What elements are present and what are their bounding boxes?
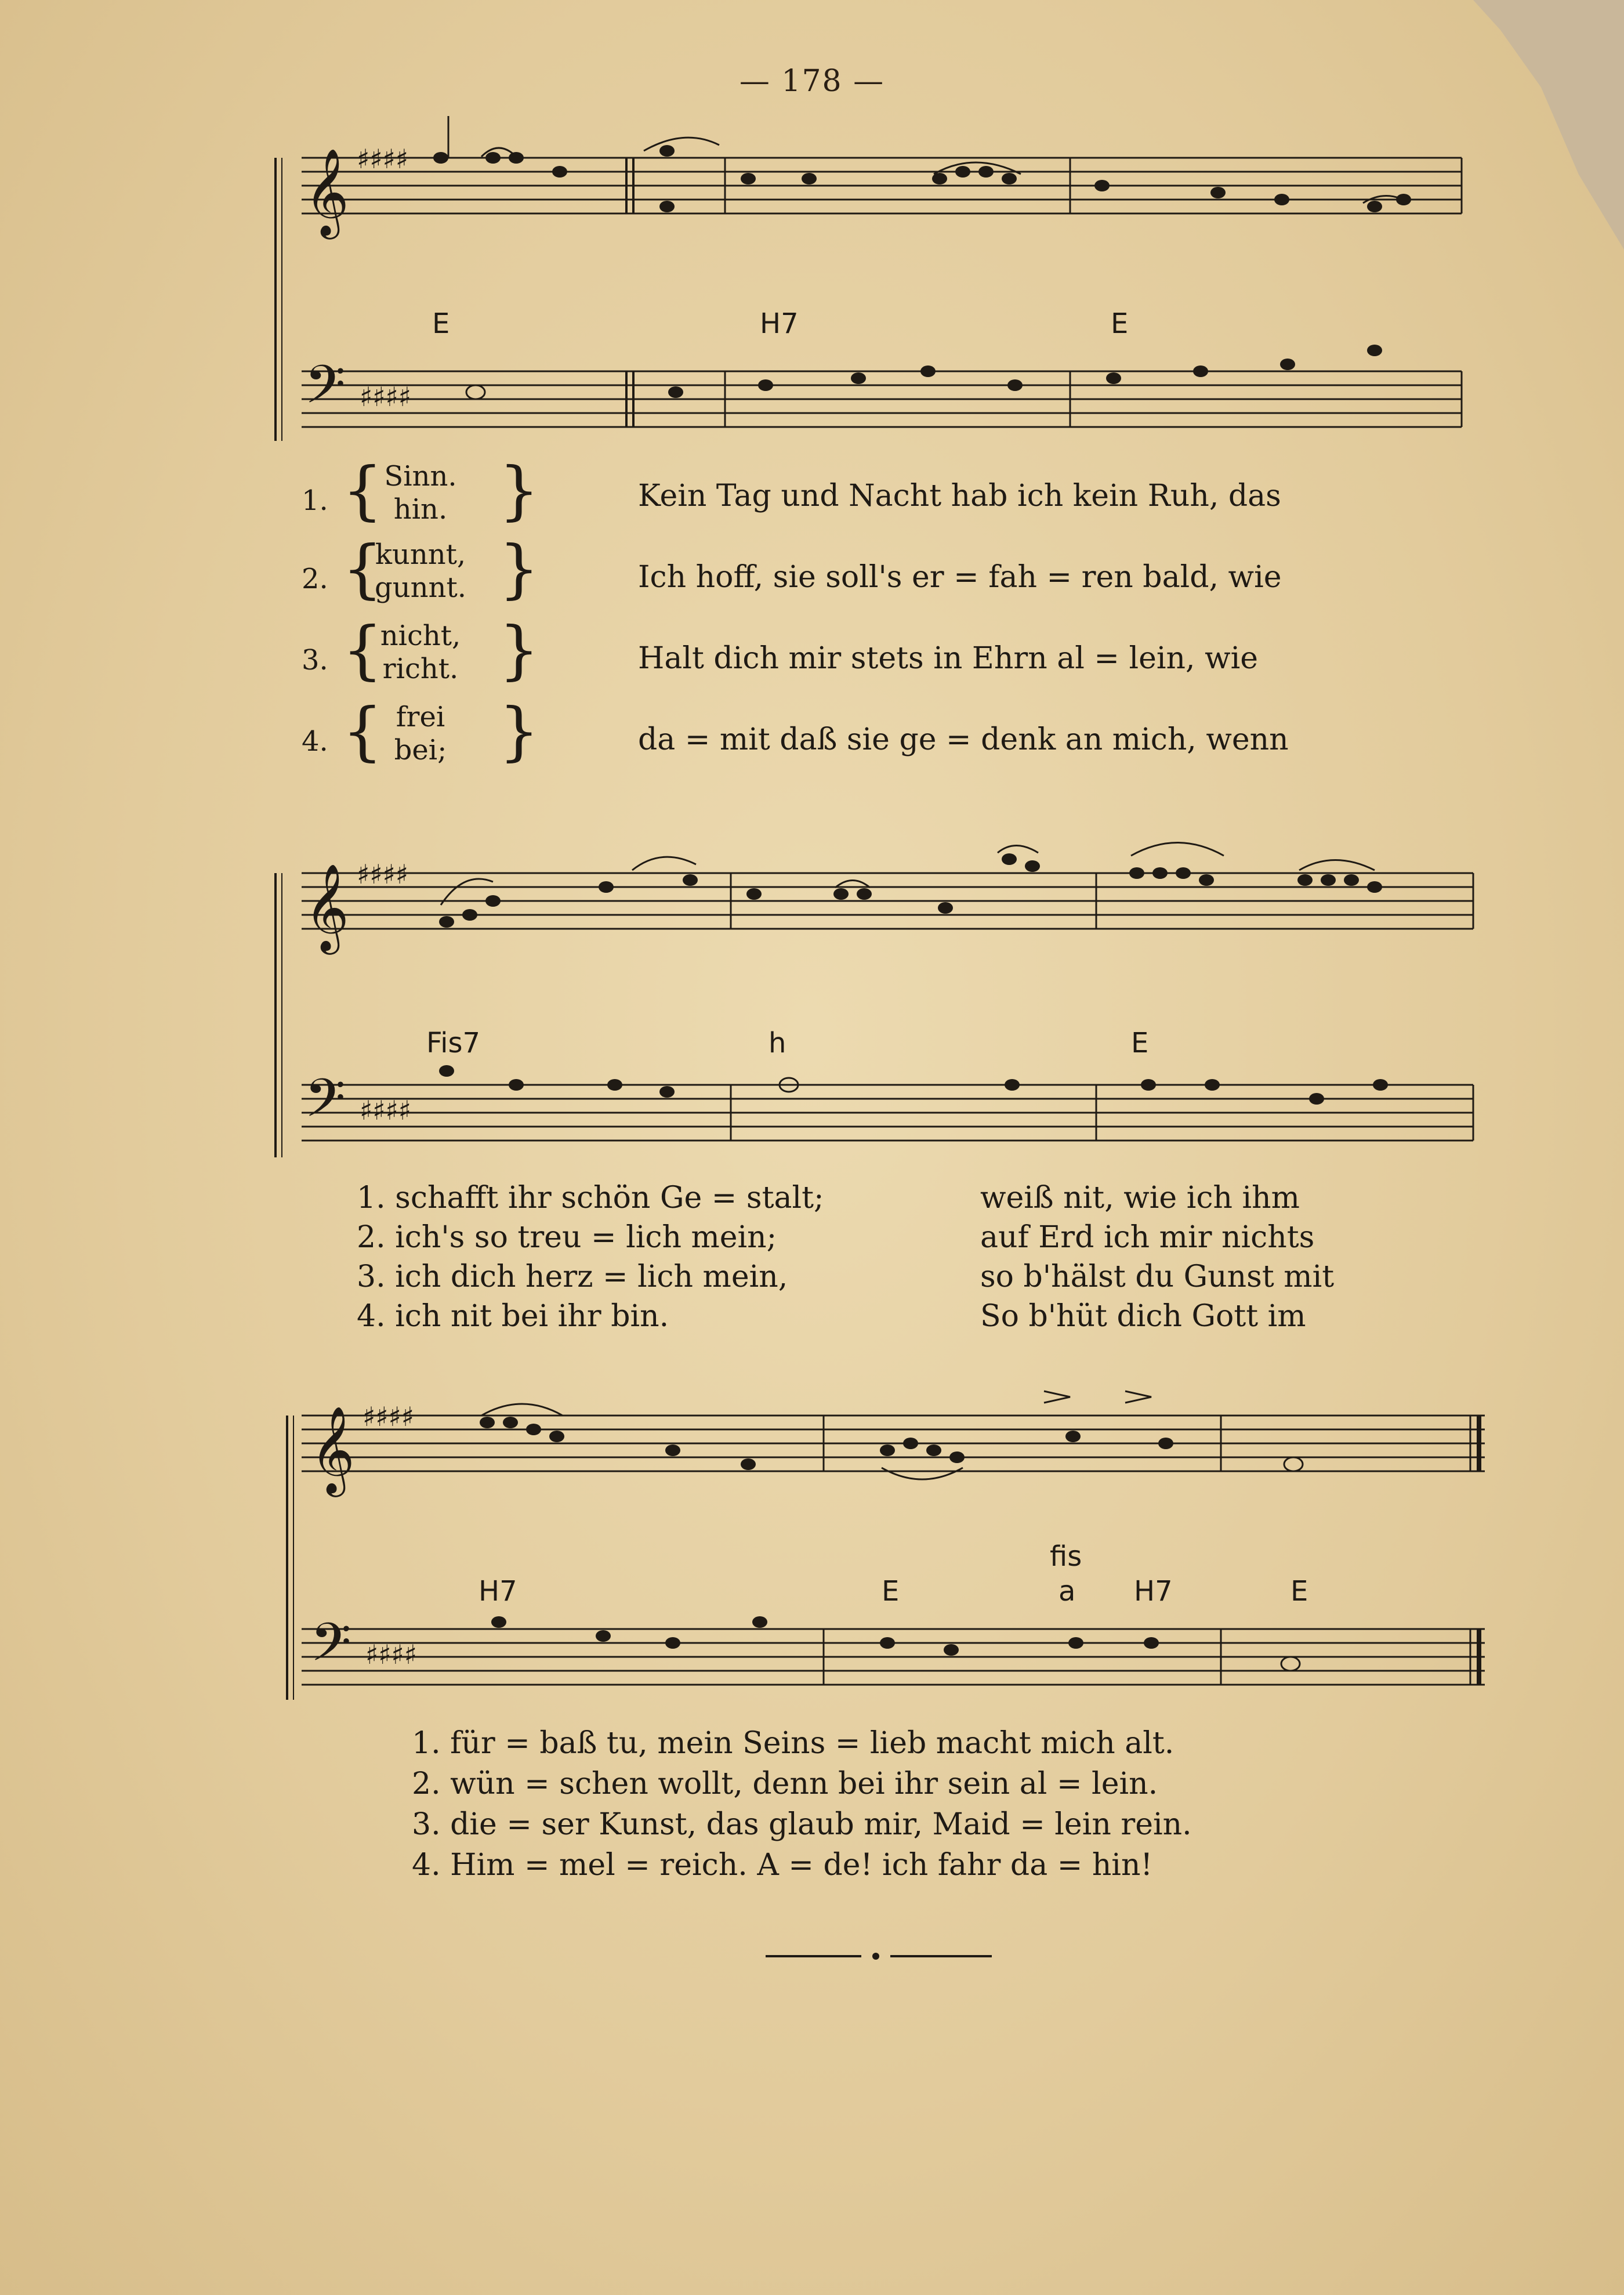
brace-left: { [342,531,383,606]
chord-label: E [882,1575,900,1608]
verse-line-a: 3. ich dich herz = lich mein, [357,1259,788,1294]
page-number: — 178 — [739,64,885,99]
brace-right: } [499,694,539,768]
chord-label: Fis7 [426,1027,480,1059]
brace-right: } [499,453,539,527]
verse-line: Kein Tag und Nacht hab ich kein Ruh, das [638,479,1281,513]
verse-ending-top: nicht, [380,620,461,652]
svg-text:♯♯♯♯: ♯♯♯♯ [357,143,409,175]
brace-left: { [342,613,383,687]
chord-label: fis [1050,1540,1082,1573]
chord-label: H7 [478,1575,517,1608]
chord-label: h [768,1027,786,1059]
verse-line: Ich hoff, sie soll's er = fah = ren bald, wie [638,560,1282,595]
chord-label: E [1111,307,1129,340]
verse-line-b: So b'hüt dich Gott im [980,1299,1306,1334]
verse-ending-top: Sinn. [384,460,457,493]
verse-ending-bottom: gunnt. [374,571,466,604]
chord-label: E [432,307,450,340]
verse-number: 1. [302,484,328,517]
brace-left: { [342,694,383,768]
svg-text:♯♯♯♯: ♯♯♯♯ [360,381,412,412]
verse-line-a: 4. ich nit bei ihr bin. [357,1299,669,1334]
chord-label: E [1131,1027,1149,1059]
verse-ending-bottom: hin. [393,493,448,526]
svg-text:𝄢: 𝄢 [304,354,346,428]
verse-line-a: 1. schafft ihr schön Ge = stalt; [357,1181,824,1215]
svg-text:𝄢: 𝄢 [304,1067,346,1142]
svg-text:𝄞: 𝄞 [310,1405,355,1493]
svg-text:♯♯♯♯: ♯♯♯♯ [360,1095,412,1126]
brace-right: } [499,531,539,606]
verse-line: da = mit daß sie ge = denk an mich, wenn [638,722,1289,757]
verse-line-b: auf Erd ich mir nichts [980,1220,1315,1255]
svg-text:♯♯♯♯: ♯♯♯♯ [357,859,409,890]
svg-text:♯♯♯♯: ♯♯♯♯ [365,1639,418,1670]
verse-ending-bottom: bei; [394,734,447,766]
verse-line: 1. für = baß tu, mein Seins = lieb macht mich alt. [412,1726,1174,1761]
brace-left: { [342,453,383,527]
verse-number: 2. [302,563,328,595]
brace-right: } [499,613,539,687]
chord-label: H7 [1134,1575,1173,1608]
verse-line: 3. die = ser Kunst, das glaub mir, Maid = lein rein. [412,1807,1192,1842]
chord-label: E [1290,1575,1308,1608]
verse-line: 4. Him = mel = reich. A = de! ich fahr da = hin! [412,1848,1153,1883]
verse-line: 2. wün = schen wollt, denn bei ihr sein al = lein. [412,1767,1158,1801]
verse-line: Halt dich mir stets in Ehrn al = lein, wie [638,641,1258,676]
chord-label: a [1058,1575,1076,1608]
verse-ending-top: frei [396,701,445,733]
chord-label: H7 [760,307,799,340]
svg-text:♯♯♯♯: ♯♯♯♯ [362,1401,415,1432]
verse-line-b: weiß nit, wie ich ihm [980,1181,1300,1215]
svg-text:𝄢: 𝄢 [310,1612,351,1686]
svg-text:𝄞: 𝄞 [304,147,349,236]
verse-line-b: so b'hälst du Gunst mit [980,1259,1335,1294]
verse-number: 3. [302,644,328,676]
verse-ending-bottom: richt. [382,653,459,685]
verse-number: 4. [302,725,328,758]
verse-line-a: 2. ich's so treu = lich mein; [357,1220,777,1255]
svg-text:𝄞: 𝄞 [304,863,349,951]
verse-ending-top: kunnt, [375,538,466,571]
